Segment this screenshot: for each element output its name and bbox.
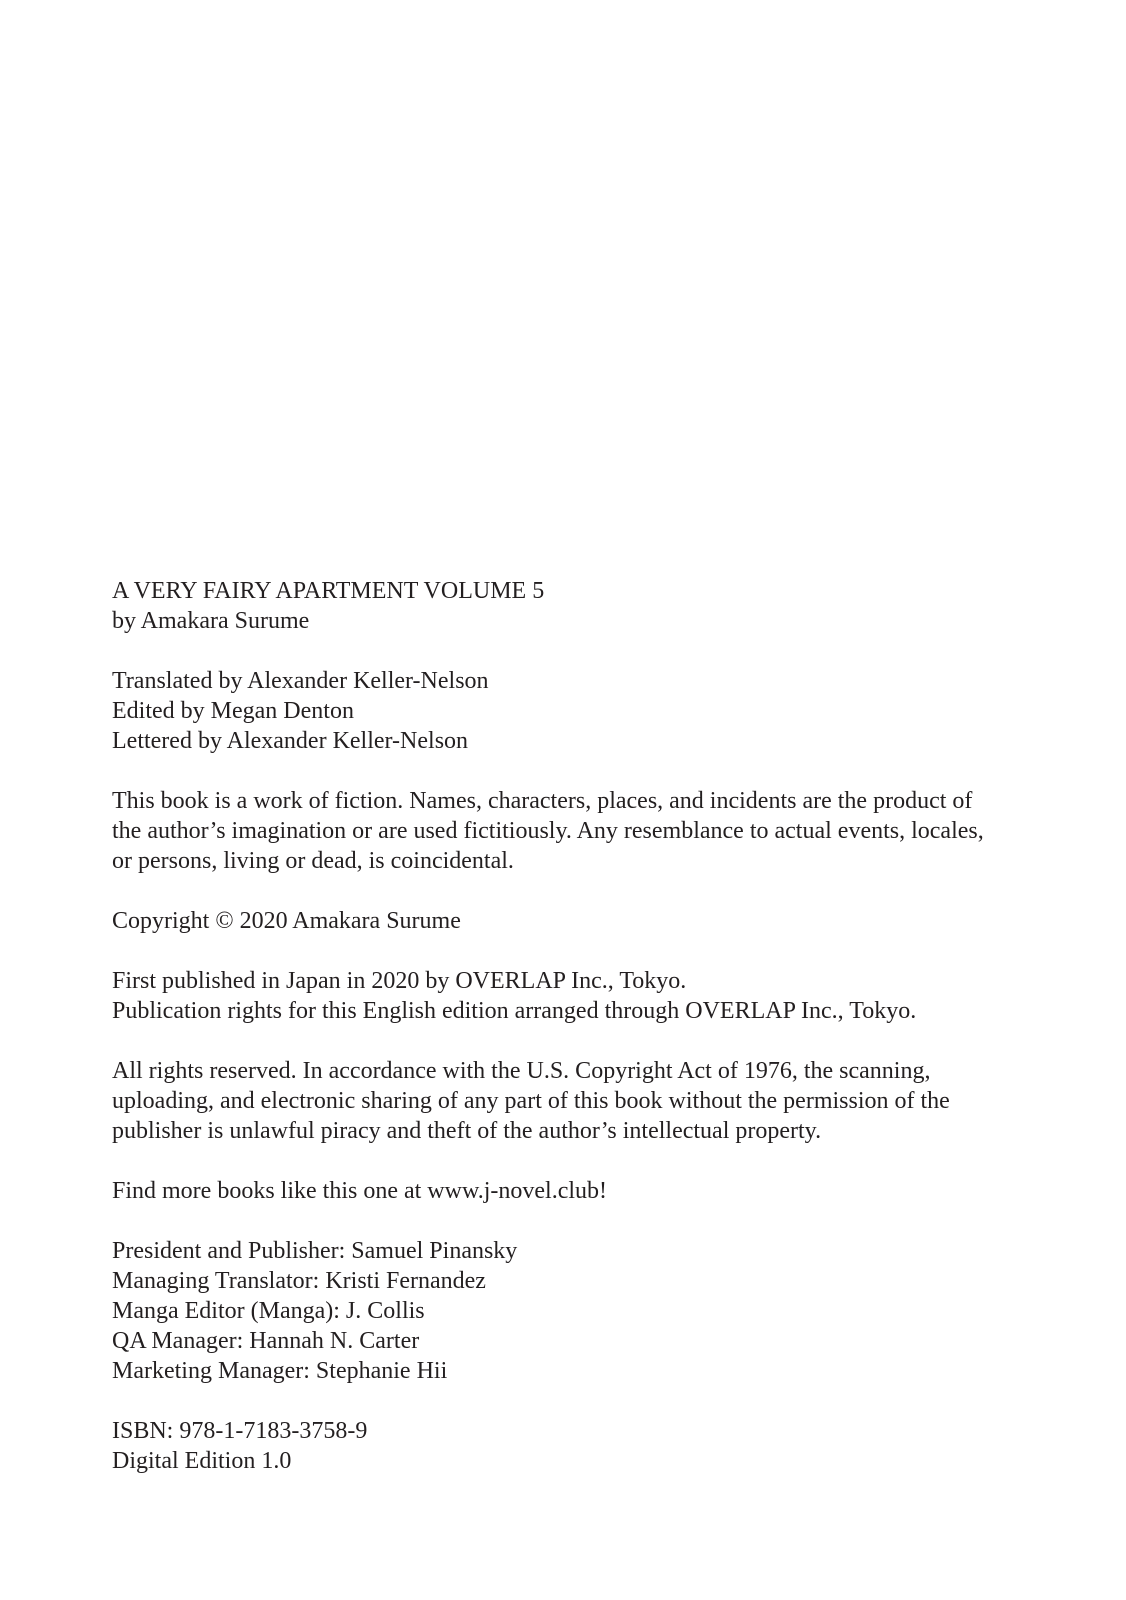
staff-manga-editor: Manga Editor (Manga): J. Collis: [112, 1298, 425, 1324]
staff-managing-translator: Managing Translator: Kristi Fernandez: [112, 1268, 486, 1294]
publication-block: [112, 966, 1052, 1026]
rights-notice-line: All rights reserved. In accordance with the U.S. Copyright Act of 1976, the scanning,: [112, 1058, 931, 1084]
staff-president: President and Publisher: Samuel Pinansky: [112, 1238, 518, 1264]
rights-notice: [112, 1056, 1052, 1146]
copyright-page: [112, 576, 1052, 1506]
title-block: [112, 576, 1052, 636]
edition-block: [112, 1416, 1052, 1476]
copyright-block: [112, 906, 1052, 936]
isbn-line: ISBN: 978-1-7183-3758-9: [112, 1418, 368, 1444]
fiction-notice: [112, 786, 1052, 876]
translator-credit: Translated by Alexander Keller-Nelson: [112, 668, 489, 694]
publication-rights-line: Publication rights for this English edition arranged through OVERLAP Inc., Tokyo.: [112, 998, 917, 1024]
copyright-line: Copyright © 2020 Amakara Surume: [112, 908, 461, 934]
fiction-notice-line: the author’s imagination or are used fictitiously. Any resemblance to actual events, locales,: [112, 818, 984, 844]
staff-block: [112, 1236, 1052, 1386]
fiction-notice-line: This book is a work of fiction. Names, characters, places, and incidents are the product of: [112, 788, 973, 814]
first-published-line: First published in Japan in 2020 by OVERLAP Inc., Tokyo.: [112, 968, 687, 994]
promo-line: Find more books like this one at www.j-novel.club!: [112, 1178, 608, 1204]
rights-notice-line: uploading, and electronic sharing of any part of this book without the permission of the: [112, 1088, 950, 1114]
book-title: A VERY FAIRY APARTMENT VOLUME 5: [112, 578, 545, 604]
credits-block: [112, 666, 1052, 756]
digital-edition-line: Digital Edition 1.0: [112, 1448, 292, 1474]
editor-credit: Edited by Megan Denton: [112, 698, 354, 724]
book-author: by Amakara Surume: [112, 608, 310, 634]
rights-notice-line: publisher is unlawful piracy and theft of the author’s intellectual property.: [112, 1118, 822, 1144]
fiction-notice-line: or persons, living or dead, is coincidental.: [112, 848, 514, 874]
staff-qa-manager: QA Manager: Hannah N. Carter: [112, 1328, 420, 1354]
staff-marketing-manager: Marketing Manager: Stephanie Hii: [112, 1358, 448, 1384]
letterer-credit: Lettered by Alexander Keller-Nelson: [112, 728, 469, 754]
promo-block: [112, 1176, 1052, 1206]
